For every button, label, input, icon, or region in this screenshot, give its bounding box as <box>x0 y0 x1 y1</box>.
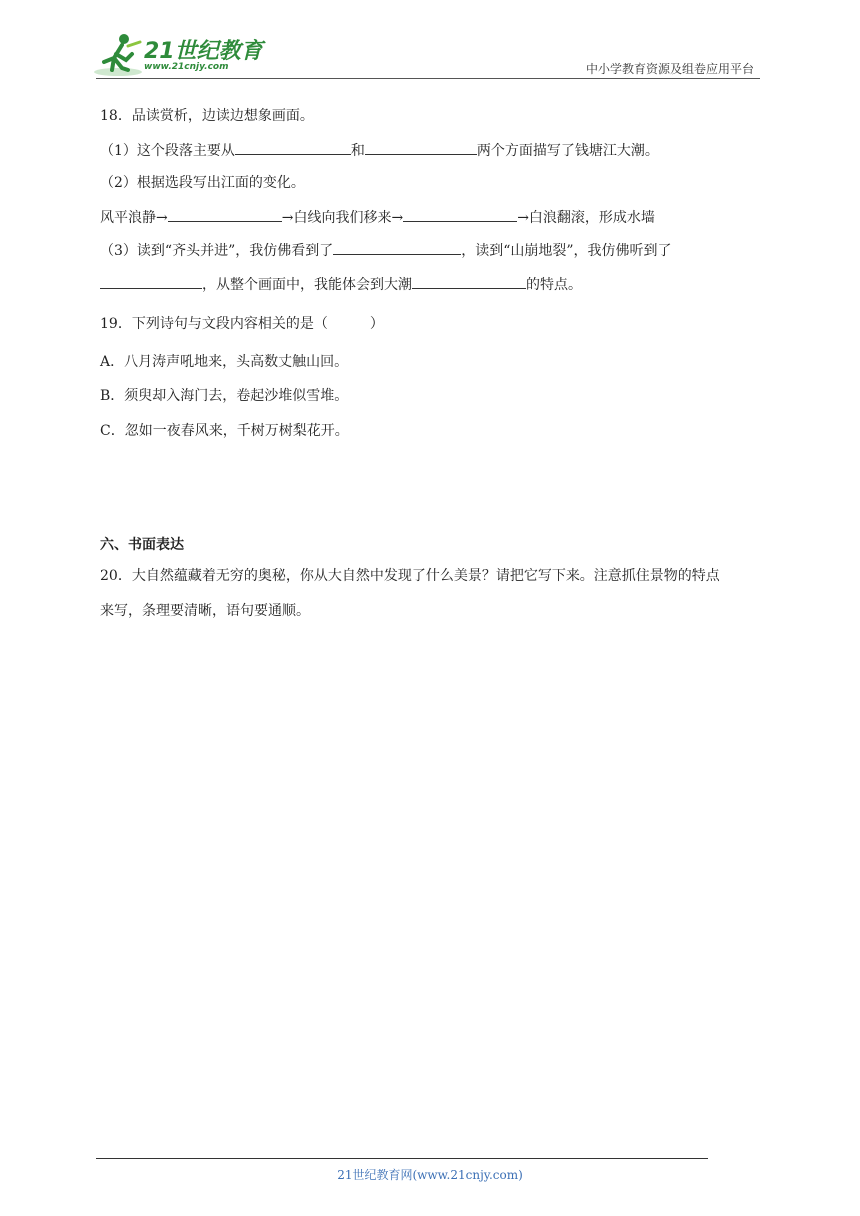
q18-chain-text-c: →白浪翻滚，形成水墙 <box>517 210 655 226</box>
q19-option-a[interactable]: A．八月涛声吼地来，头高数丈触山回。 <box>100 354 349 370</box>
q18-part1-blank-2[interactable] <box>365 140 477 155</box>
q18-part3-text-b: ，读到“山崩地裂”，我仿佛听到了 <box>461 243 672 259</box>
header-platform-name: 中小学教育资源及组卷应用平台 <box>585 62 754 76</box>
q20-line2: 来写，条理要清晰，语句要通顺。 <box>100 603 310 619</box>
header-divider <box>96 78 760 79</box>
footer-site-link[interactable]: 21世纪教育网(www.21cnjy.com) <box>337 1168 523 1182</box>
q18-part3-line2 <box>100 274 582 295</box>
q18-part2: （2）根据选段写出江面的变化。 <box>100 175 305 191</box>
q18-part3-text-c: ，从整个画面中，我能体会到大潮 <box>202 277 412 293</box>
q18-part3-text-a: （3）读到“齐头并进”，我仿佛看到了 <box>100 243 334 259</box>
q18-part1-blank-1[interactable] <box>235 140 351 155</box>
q18-chain-text-a: 风平浪静→ <box>100 210 168 226</box>
q20-line1: 20．大自然蕴藏着无穷的奥秘，你从大自然中发现了什么美景？请把它写下来。注意抓住景物的特点 <box>100 568 720 584</box>
q18-chain-blank-2[interactable] <box>403 207 517 222</box>
q18-part1-text-c: 两个方面描写了钱塘江大潮。 <box>476 143 659 159</box>
q18-chain-blank-1[interactable] <box>168 207 282 222</box>
q18-part1-text-a: （1）这个段落主要从 <box>100 143 235 159</box>
q19-title: 19．下列诗句与文段内容相关的是（ ） <box>100 316 384 332</box>
q18-part1-text-b: 和 <box>350 143 365 159</box>
logo-text: 21世纪教育 <box>144 39 263 64</box>
q18-title: 18．品读赏析，边读边想象画面。 <box>100 108 314 124</box>
q18-chain-text-b: →白线向我们移来→ <box>281 210 404 226</box>
footer-divider <box>96 1158 708 1159</box>
q18-part3-line1 <box>100 240 672 261</box>
q18-part2-chain <box>100 207 655 228</box>
q18-part3-blank-2[interactable] <box>100 274 202 289</box>
logo-url: www.21cnjy.com <box>144 62 229 72</box>
section-title-writing: 六、书面表达 <box>100 537 184 553</box>
q18-part3-blank-3[interactable] <box>412 274 526 289</box>
q18-part3-blank-1[interactable] <box>333 240 461 255</box>
q19-option-b[interactable]: B．须臾却入海门去，卷起沙堆似雪堆。 <box>100 388 349 404</box>
site-logo <box>92 32 262 80</box>
q18-part3-text-d: 的特点。 <box>526 277 582 293</box>
q18-part1 <box>100 140 659 161</box>
running-man-icon <box>92 32 144 78</box>
q19-option-c[interactable]: C．忽如一夜春风来，千树万树梨花开。 <box>100 423 349 439</box>
